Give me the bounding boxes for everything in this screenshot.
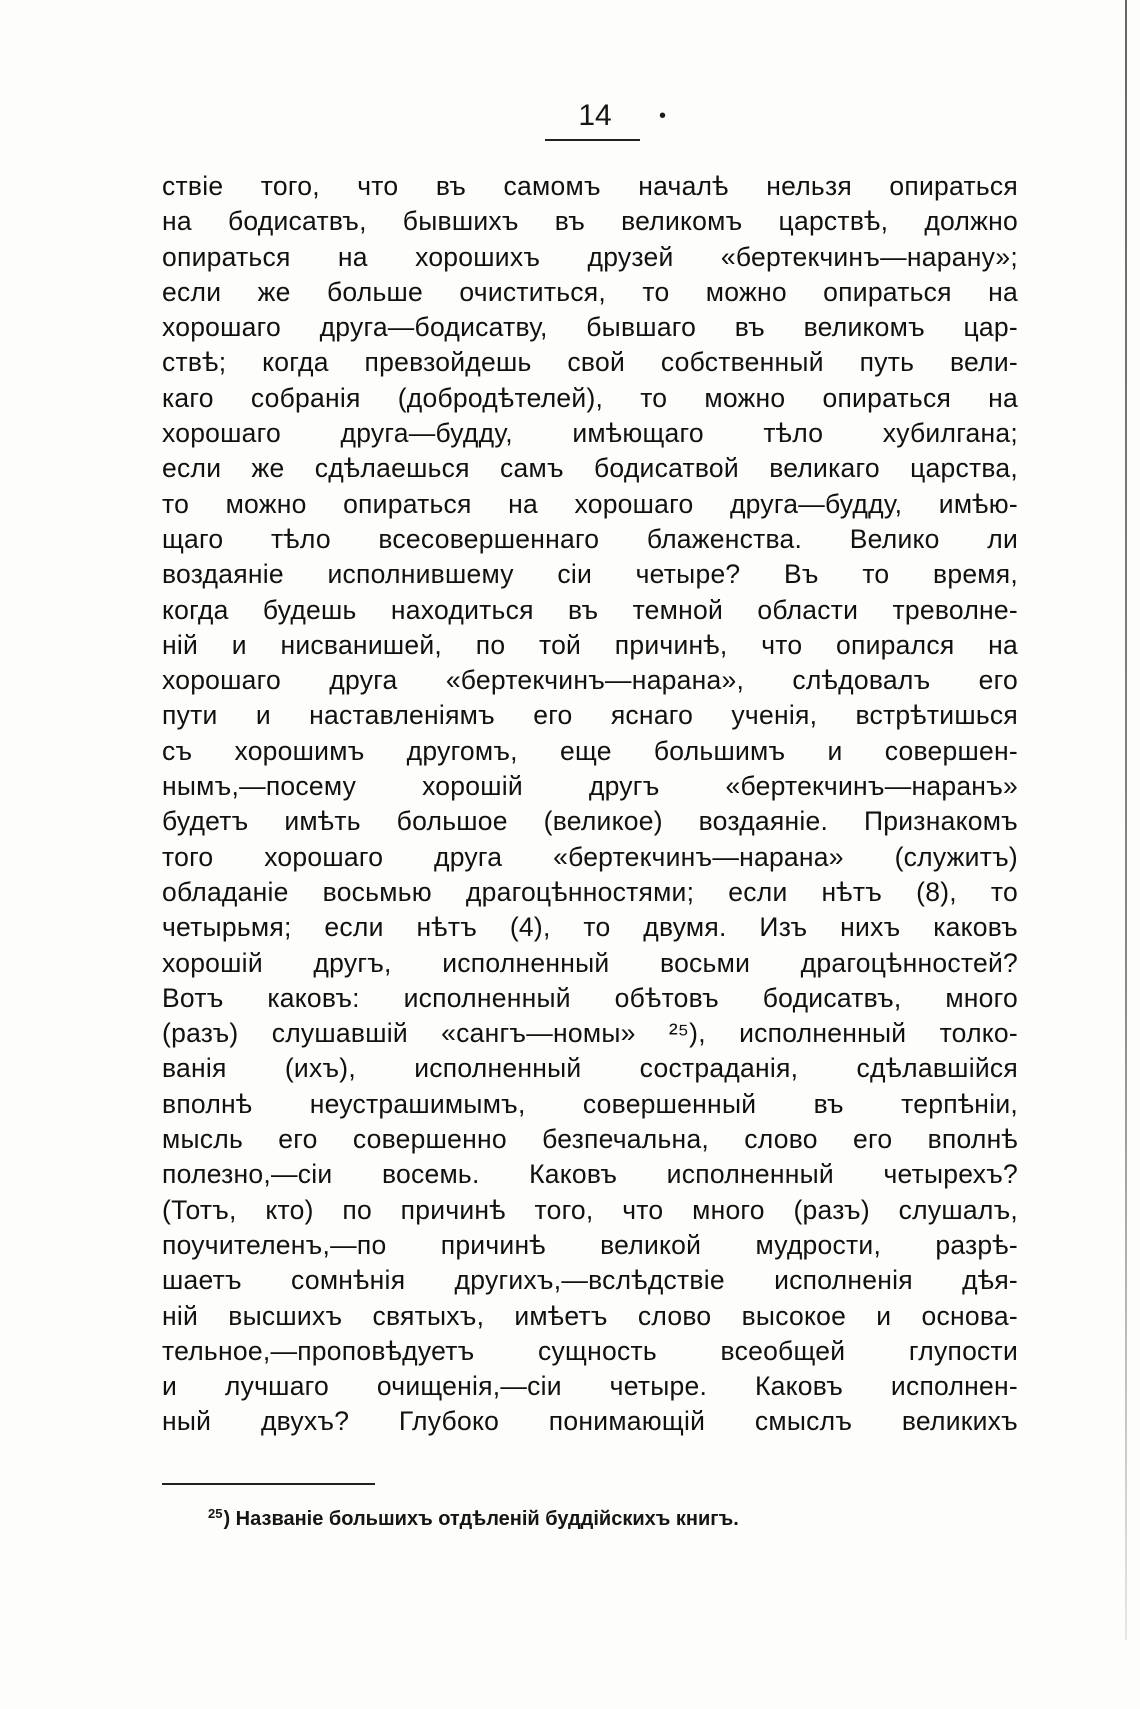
text-line: когда будешь находиться въ темной области треволне- — [162, 594, 1018, 625]
body-text — [162, 169, 1018, 1440]
page-number: 14 — [578, 99, 612, 132]
text-line: четырьмя; если нѣтъ (4), то двумя. Изъ нихъ каковъ — [162, 912, 1018, 943]
page-edge-shadow — [1125, 0, 1127, 1640]
footnote-marker: 25 — [208, 1506, 223, 1521]
text-line: (Тотъ, кто) по причинѣ того, что много (разъ) слушалъ, — [162, 1194, 1018, 1225]
text-line: ствѣ; когда превзойдешь свой собственный путь вели- — [162, 347, 1018, 378]
text-line: щаго тѣло всесовершеннаго блаженства. Велико ли — [162, 523, 1018, 554]
text-line: опираться на хорошихъ друзей «бертекчинъ—нарану»; — [162, 241, 1018, 272]
text-line: хорошій другъ, исполненный восьми драгоцѣнностей? — [162, 947, 1018, 978]
text-line: тельное,—проповѣдуетъ сущность всеобщей глупости — [162, 1335, 1018, 1366]
text-line: Вотъ каковъ: исполненный обѣтовъ бодисатвъ, много — [162, 982, 1018, 1013]
text-line: ный двухъ? Глубоко понимающій смыслъ великихъ — [162, 1406, 1018, 1437]
stray-ink-mark: • — [659, 105, 667, 127]
page-number-rule — [545, 139, 640, 141]
text-line: на бодисатвъ, бывшихъ въ великомъ царствѣ, должно — [162, 206, 1018, 237]
footnote — [208, 1500, 1008, 1533]
text-line: если же сдѣлаешься самъ бодисатвой великаго царства, — [162, 453, 1018, 484]
text-line: ній и нисванишей, по той причинѣ, что опирался на — [162, 629, 1018, 660]
text-line: съ хорошимъ другомъ, еще большимъ и совершен- — [162, 735, 1018, 766]
footnote-rule — [162, 1483, 375, 1485]
footnote-text: ) Названіе большихъ отдѣленій буддійскихъ книгъ. — [223, 1508, 739, 1530]
text-line: поучителенъ,—по причинѣ великой мудрости, разрѣ- — [162, 1229, 1018, 1260]
text-line: полезно,—сіи восемь. Каковъ исполненный четырехъ? — [162, 1159, 1018, 1190]
text-line: (разъ) слушавшій «сангъ—номы» ²⁵), исполненный толко- — [162, 1018, 1018, 1049]
text-line: ствіе того, что въ самомъ началѣ нельзя опираться — [162, 171, 1018, 201]
text-line: обладаніе восьмью драгоцѣнностями; если нѣтъ (8), то — [162, 876, 1018, 907]
text-line: мысль его совершенно безпечальна, слово его вполнѣ — [162, 1124, 1018, 1155]
text-line: ній высшихъ святыхъ, имѣетъ слово высокое и основа- — [162, 1300, 1018, 1331]
text-line: того хорошаго друга «бертекчинъ—нарана» (служитъ) — [162, 841, 1018, 872]
text-line: каго собранія (добродѣтелей), то можно опираться на — [162, 382, 1018, 413]
text-line: и лучшаго очищенія,—сіи четыре. Каковъ исполнен- — [162, 1371, 1018, 1402]
text-line: шаетъ сомнѣнія другихъ,—вслѣдствіе исполненія дѣя- — [162, 1265, 1018, 1296]
text-line: будетъ имѣть большое (великое) воздаяніе. Признакомъ — [162, 806, 1018, 837]
text-line: ванія (ихъ), исполненный состраданія, сдѣлавшійся — [162, 1053, 1018, 1084]
text-line: хорошаго друга—бодисатву, бывшаго въ великомъ цар- — [162, 312, 1018, 343]
text-line: если же больше очиститься, то можно опираться на — [162, 276, 1018, 307]
text-line: нымъ,—посему хорошій другъ «бертекчинъ—наранъ» — [162, 771, 1018, 802]
text-line: хорошаго друга «бертекчинъ—нарана», слѣдовалъ его — [162, 665, 1018, 696]
text-line: то можно опираться на хорошаго друга—будду, имѣю- — [162, 488, 1018, 519]
text-line: вполнѣ неустрашимымъ, совершенный въ терпѣніи, — [162, 1088, 1018, 1119]
text-line: воздаяніе исполнившему сіи четыре? Въ то время, — [162, 559, 1018, 590]
text-line: пути и наставленіямъ его яснаго ученія, встрѣтишься — [162, 700, 1018, 731]
text-line: хорошаго друга—будду, имѣющаго тѣло хубилгана; — [162, 418, 1018, 449]
